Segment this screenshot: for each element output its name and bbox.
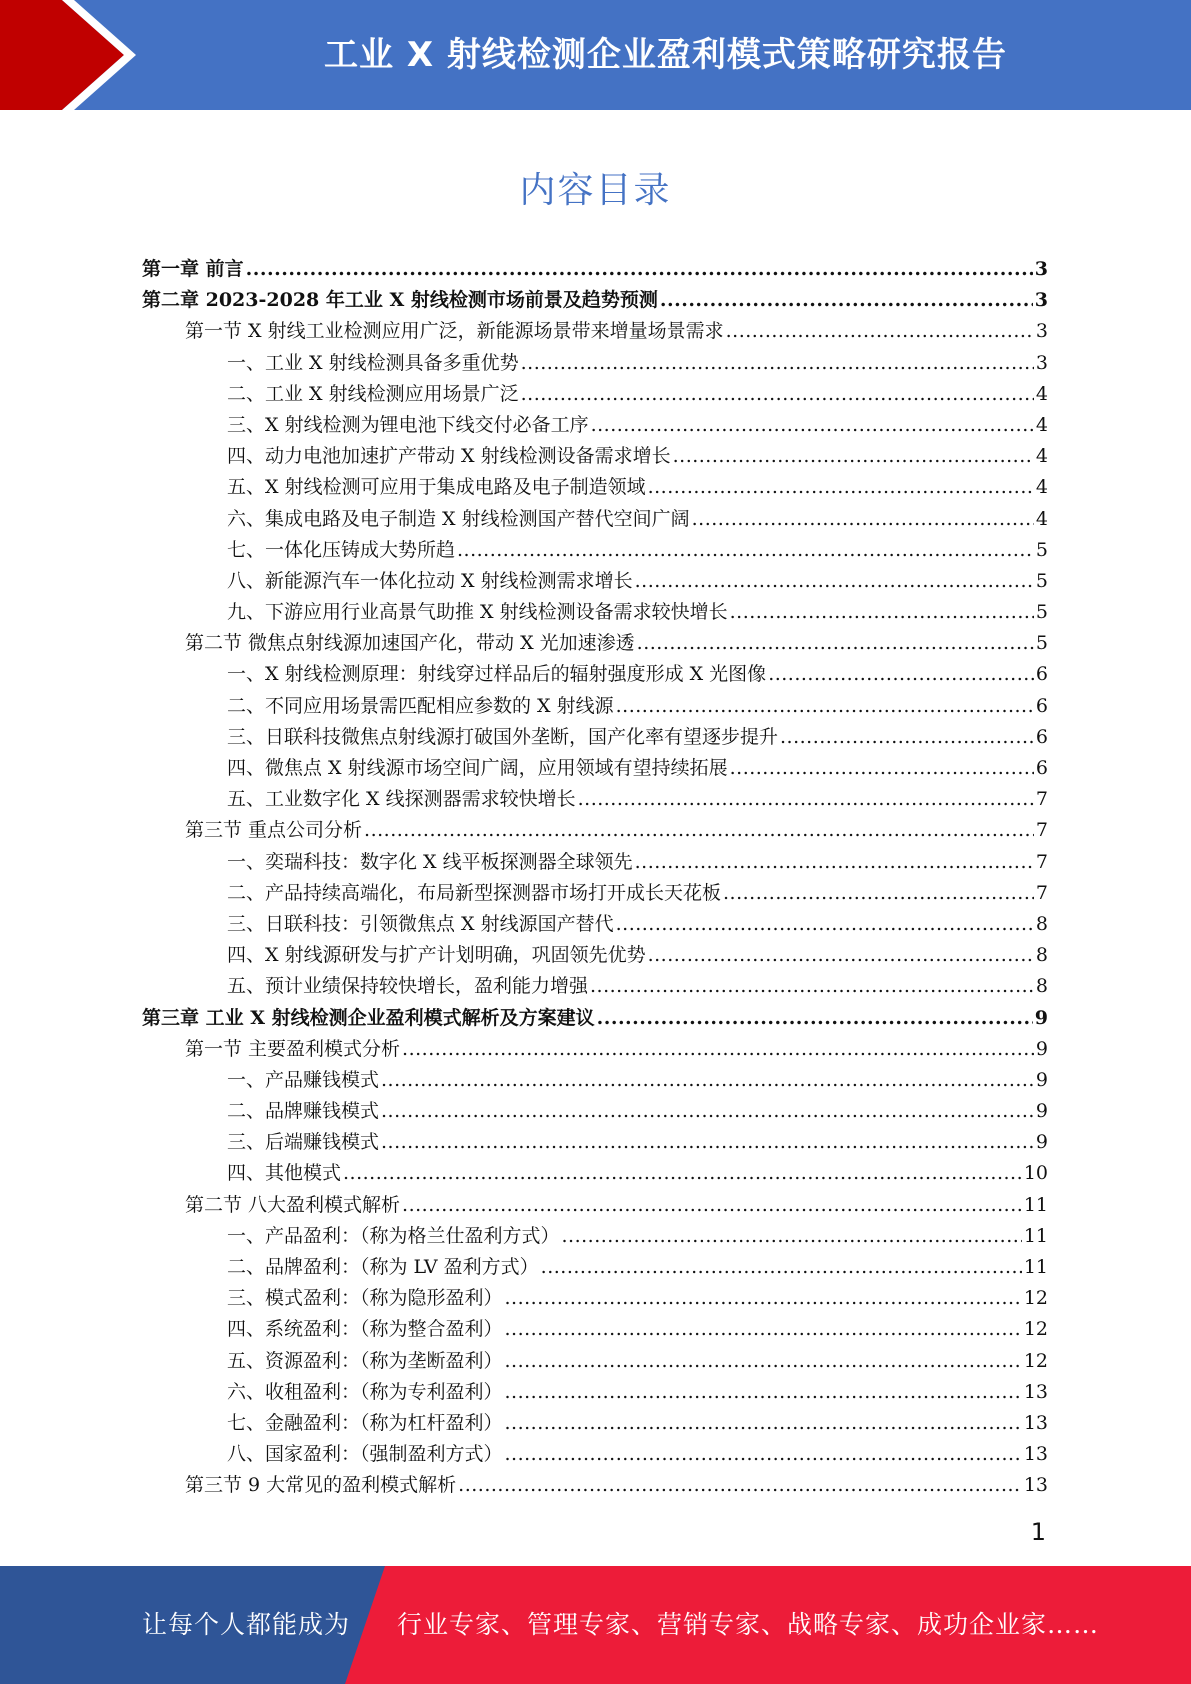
toc-dot-leader	[660, 285, 1033, 316]
toc-dot-leader	[381, 1096, 1034, 1127]
toc-dot-leader	[692, 504, 1034, 535]
toc-dot-leader	[381, 1065, 1034, 1096]
toc-entry[interactable]	[142, 504, 1048, 535]
footer-slogan-right: 行业专家、管理专家、营销专家、战略专家、成功企业家……	[397, 1610, 1100, 1639]
toc-entry-title: 七、金融盈利：（称为杠杆盈利）	[227, 1411, 503, 1434]
toc-entry-page: 7	[1035, 850, 1048, 873]
toc-entry-title: 六、收租盈利：（称为专利盈利）	[227, 1380, 503, 1403]
toc-dot-leader	[578, 784, 1034, 815]
toc-entry[interactable]	[142, 847, 1048, 878]
toc-entry-title: 三、后端赚钱模式	[227, 1131, 380, 1154]
toc-dot-leader	[343, 1158, 1022, 1189]
toc-entry-title: 六、集成电路及电子制造 X 射线检测国产替代空间广阔	[227, 507, 690, 530]
toc-entry[interactable]	[142, 659, 1048, 690]
toc-dot-leader	[457, 535, 1034, 566]
toc-dot-leader	[730, 753, 1034, 784]
toc-entry-page: 11	[1023, 1256, 1048, 1278]
toc-dot-leader	[505, 1408, 1022, 1439]
toc-entry-page: 5	[1035, 632, 1048, 655]
toc-dot-leader	[648, 472, 1034, 503]
toc-entry[interactable]	[142, 566, 1048, 597]
arrow-red-shape	[0, 0, 124, 110]
toc-entry[interactable]	[142, 472, 1048, 503]
toc-entry-page: 4	[1035, 382, 1048, 405]
toc-entry-page: 3	[1035, 320, 1048, 343]
toc-dot-leader	[726, 316, 1034, 347]
toc-dot-leader	[637, 628, 1034, 659]
toc-entry[interactable]	[142, 316, 1048, 347]
toc-entry-page: 5	[1035, 569, 1048, 592]
toc-entry-page: 9	[1035, 1100, 1048, 1123]
toc-dot-leader	[780, 722, 1034, 753]
toc-entry-title: 五、预计业绩保持较快增长，盈利能力增强	[227, 975, 589, 998]
toc-entry-title: 第二节 微焦点射线源加速国产化，带动 X 光加速渗透	[185, 632, 635, 655]
toc-dot-leader	[505, 1314, 1022, 1345]
toc-dot-leader	[541, 1252, 1022, 1283]
toc-entry[interactable]	[142, 691, 1048, 722]
toc-entry[interactable]	[142, 784, 1048, 815]
toc-entry[interactable]	[142, 909, 1048, 940]
toc-dot-leader	[562, 1221, 1022, 1252]
toc-dot-leader	[505, 1346, 1022, 1377]
toc-entry-page: 6	[1035, 725, 1048, 748]
toc-dot-leader	[597, 1003, 1033, 1034]
toc-entry[interactable]	[142, 1314, 1048, 1345]
toc-entry-page: 4	[1035, 445, 1048, 468]
toc-entry-title: 四、X 射线源研发与扩产计划明确，巩固领先优势	[227, 944, 646, 967]
toc-entry-title: 四、其他模式	[227, 1162, 342, 1185]
toc-dot-leader	[364, 815, 1034, 846]
toc-entry-title: 五、资源盈利：（称为垄断盈利）	[227, 1349, 503, 1372]
toc-dot-leader	[458, 1470, 1022, 1501]
toc-entry-page: 3	[1034, 258, 1048, 280]
toc-entry[interactable]	[142, 1190, 1048, 1221]
toc-entry[interactable]	[142, 1003, 1048, 1034]
toc-entry-title: 一、工业 X 射线检测具备多重优势	[227, 351, 519, 374]
toc-entry-title: 八、国家盈利：（强制盈利方式）	[227, 1443, 503, 1466]
toc-entry-page: 6	[1035, 757, 1048, 779]
toc-entry-page: 13	[1023, 1443, 1048, 1466]
toc-dot-leader	[402, 1190, 1022, 1221]
toc-dot-leader	[505, 1283, 1022, 1314]
toc-entry[interactable]	[142, 815, 1048, 846]
toc-entry-page: 12	[1023, 1349, 1048, 1372]
toc-entry[interactable]	[142, 1252, 1048, 1283]
toc-entry-title: 七、一体化压铸成大势所趋	[227, 538, 456, 561]
toc-entry-page: 3	[1034, 289, 1048, 312]
toc-entry-title: 二、不同应用场景需匹配相应参数的 X 射线源	[227, 694, 614, 717]
toc-entry-page: 9	[1035, 1131, 1048, 1154]
page-number: 1	[1030, 1518, 1046, 1546]
toc-dot-leader	[616, 909, 1034, 940]
toc-entry-title: 四、系统盈利：（称为整合盈利）	[227, 1318, 503, 1341]
toc-dot-leader	[505, 1439, 1022, 1470]
toc-entry-page: 13	[1023, 1380, 1048, 1403]
toc-entry[interactable]	[142, 254, 1048, 285]
toc-entry-title: 第一节 X 射线工业检测应用广泛，新能源场景带来增量场景需求	[185, 320, 724, 343]
toc-entry-page: 13	[1023, 1474, 1048, 1497]
toc-dot-leader	[730, 597, 1034, 628]
toc-entry-page: 6	[1035, 694, 1048, 717]
toc-entry-page: 12	[1023, 1287, 1048, 1310]
toc-entry-title: 第一章 前言	[142, 258, 244, 280]
toc-entry-title: 四、动力电池加速扩产带动 X 射线检测设备需求增长	[227, 445, 671, 468]
toc-entry-page: 4	[1035, 476, 1048, 499]
toc-entry[interactable]	[142, 878, 1048, 909]
toc-dot-leader	[402, 1034, 1034, 1065]
toc-entry-title: 第三章 工业 X 射线检测企业盈利模式解析及方案建议	[142, 1006, 595, 1029]
toc-entry-page: 9	[1034, 1006, 1048, 1029]
toc-dot-leader	[591, 410, 1034, 441]
toc-entry[interactable]	[142, 940, 1048, 971]
toc-dot-leader	[635, 847, 1034, 878]
toc-entry-page: 7	[1035, 788, 1048, 811]
toc-dot-leader	[673, 441, 1034, 472]
toc-entry-page: 4	[1035, 413, 1048, 436]
toc-entry-title: 二、品牌盈利：（称为 LV 盈利方式）	[227, 1256, 539, 1278]
toc-entry-title: 九、下游应用行业高景气助推 X 射线检测设备需求较快增长	[227, 601, 728, 624]
toc-dot-leader	[505, 1377, 1022, 1408]
toc-entry[interactable]	[142, 348, 1048, 379]
toc-entry-page: 12	[1023, 1318, 1048, 1341]
toc-dot-leader	[648, 940, 1034, 971]
toc-entry-title: 第二节 八大盈利模式解析	[185, 1193, 401, 1216]
footer-band	[0, 1566, 1191, 1684]
footer-slogan-left: 让每个人都能成为	[142, 1610, 351, 1639]
report-title: 工业 X 射线检测企业盈利模式策略研究报告	[324, 35, 1007, 75]
toc-entry-title: 一、产品盈利：（称为格兰仕盈利方式）	[227, 1224, 560, 1247]
toc-entry[interactable]	[142, 1065, 1048, 1096]
toc-entry[interactable]	[142, 535, 1048, 566]
toc-entry-page: 5	[1035, 538, 1048, 561]
toc-entry-page: 3	[1035, 351, 1048, 374]
toc-entry-title: 五、X 射线检测可应用于集成电路及电子制造领域	[227, 476, 646, 499]
table-of-contents	[142, 254, 1048, 1502]
toc-entry-page: 8	[1035, 975, 1048, 998]
toc-entry-page: 6	[1035, 663, 1048, 686]
toc-heading: 内容目录	[519, 170, 672, 211]
toc-entry-title: 三、模式盈利：（称为隐形盈利）	[227, 1287, 503, 1310]
toc-dot-leader	[616, 691, 1034, 722]
toc-entry[interactable]	[142, 1408, 1048, 1439]
toc-entry-page: 9	[1035, 1068, 1048, 1091]
toc-entry[interactable]	[142, 971, 1048, 1002]
toc-entry-title: 三、日联科技：引领微焦点 X 射线源国产替代	[227, 912, 614, 935]
chevron-arrow-icon	[0, 0, 150, 110]
toc-entry[interactable]	[142, 441, 1048, 472]
toc-entry-title: 五、工业数字化 X 线探测器需求较快增长	[227, 788, 576, 811]
toc-dot-leader	[723, 878, 1034, 909]
toc-entry-page: 11	[1023, 1193, 1048, 1216]
toc-entry-title: 二、工业 X 射线检测应用场景广泛	[227, 382, 519, 405]
toc-entry-page: 7	[1035, 881, 1048, 904]
toc-dot-leader	[521, 379, 1034, 410]
toc-entry-title: 一、X 射线检测原理：射线穿过样品后的辐射强度形成 X 光图像	[227, 663, 767, 686]
toc-entry-title: 八、新能源汽车一体化拉动 X 射线检测需求增长	[227, 569, 633, 592]
toc-entry[interactable]	[142, 410, 1048, 441]
toc-entry-page: 8	[1035, 944, 1048, 967]
toc-entry-page: 5	[1035, 601, 1048, 624]
toc-entry[interactable]	[142, 285, 1048, 316]
toc-entry[interactable]	[142, 379, 1048, 410]
toc-entry-page: 7	[1035, 819, 1048, 842]
toc-entry-title: 一、奕瑞科技：数字化 X 线平板探测器全球领先	[227, 850, 633, 873]
toc-dot-leader	[246, 254, 1033, 285]
toc-entry-page: 11	[1023, 1224, 1048, 1247]
toc-entry-page: 10	[1023, 1162, 1048, 1185]
toc-entry[interactable]	[142, 597, 1048, 628]
toc-entry[interactable]	[142, 722, 1048, 753]
toc-entry-title: 二、产品持续高端化，布局新型探测器市场打开成长天花板	[227, 881, 722, 904]
toc-entry[interactable]	[142, 1346, 1048, 1377]
toc-entry-title: 第二章 2023-2028 年工业 X 射线检测市场前景及趋势预测	[142, 289, 658, 312]
toc-entry[interactable]	[142, 1034, 1048, 1065]
toc-entry[interactable]	[142, 1470, 1048, 1501]
toc-entry-page: 8	[1035, 912, 1048, 935]
toc-entry-title: 三、日联科技微焦点射线源打破国外垄断，国产化率有望逐步提升	[227, 725, 779, 748]
toc-entry[interactable]	[142, 1127, 1048, 1158]
toc-entry-page: 4	[1035, 507, 1048, 530]
toc-entry-title: 三、X 射线检测为锂电池下线交付必备工序	[227, 413, 589, 436]
toc-dot-leader	[768, 659, 1034, 690]
toc-entry-title: 四、微焦点 X 射线源市场空间广阔，应用领域有望持续拓展	[227, 757, 728, 779]
toc-entry-page: 9	[1035, 1037, 1048, 1060]
toc-entry[interactable]	[142, 1221, 1048, 1252]
toc-entry-title: 第一节 主要盈利模式分析	[185, 1037, 401, 1060]
toc-entry-title: 二、品牌赚钱模式	[227, 1100, 380, 1123]
toc-entry[interactable]	[142, 1377, 1048, 1408]
toc-entry[interactable]	[142, 1096, 1048, 1127]
toc-entry[interactable]	[142, 1158, 1048, 1189]
toc-entry-page: 13	[1023, 1411, 1048, 1434]
toc-dot-leader	[381, 1127, 1034, 1158]
toc-entry-title: 一、产品赚钱模式	[227, 1068, 380, 1091]
toc-entry-title: 第三节 9 大常见的盈利模式解析	[185, 1474, 457, 1497]
toc-dot-leader	[521, 348, 1034, 379]
toc-entry-title: 第三节 重点公司分析	[185, 819, 363, 842]
toc-entry[interactable]	[142, 1283, 1048, 1314]
toc-entry[interactable]	[142, 753, 1048, 784]
toc-dot-leader	[590, 971, 1034, 1002]
toc-entry[interactable]	[142, 628, 1048, 659]
toc-entry[interactable]	[142, 1439, 1048, 1470]
toc-dot-leader	[635, 566, 1034, 597]
header-band	[0, 0, 1191, 110]
